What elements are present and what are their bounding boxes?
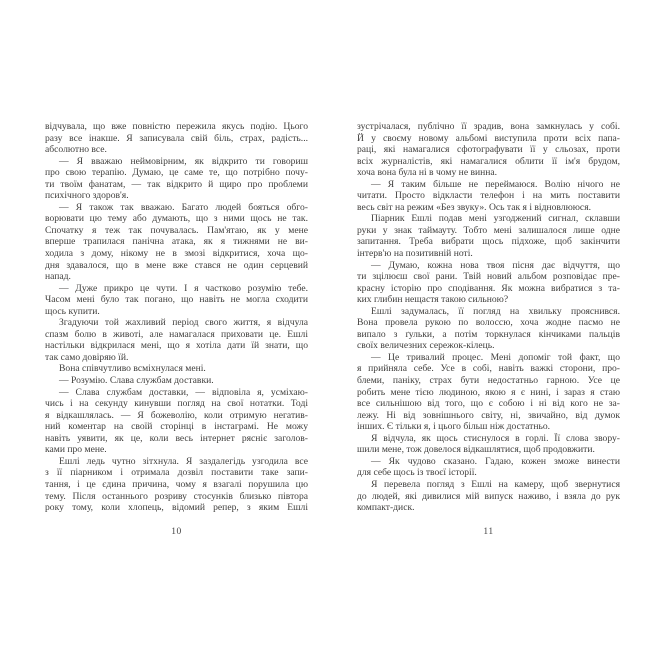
text-line: випало з ґульки, а потім торкнулася кінчиками пальців <box>357 328 620 340</box>
text-line: компакт-диск. <box>357 502 415 514</box>
text-line: Згадуючи той жахливий період свого життя, я відчула <box>59 317 308 329</box>
text-line: щось купити. <box>45 305 100 317</box>
text-line: руки у знак таймауту. Тобто мені залишалося лише одне <box>357 224 620 236</box>
text-line: — Дуже прикро це чути. І я частково розумію тебе. <box>59 282 308 294</box>
text-line: так само довіряю їй. <box>45 351 129 363</box>
text-line: з її піарником і отримала дозвіл поставити таке запи- <box>45 467 308 479</box>
text-line: читати. Просто відкласти телефон і на мить поставити <box>357 190 620 202</box>
text-line: спазм болю в животі, але намагалася приховати це. Ешлі <box>45 328 308 340</box>
text-line: ти твоїм фанатам, — так відкрито й щиро про проблеми <box>45 178 308 190</box>
text-line: Ешлі ледь чутно зітхнула. Я заздалегідь узгодила все <box>59 455 308 467</box>
text-line: Вона провела рукою по волоссю, хоча жодне пасмо не <box>357 317 620 329</box>
text-line: абсолютно все. <box>45 144 107 156</box>
text-line: запитання. Треба вибрати щось підхоже, щоб закінчити <box>357 236 620 248</box>
text-line: ворювати цю тему або думають, що з ними щось не так. <box>45 213 308 225</box>
text-line: тему. Після останнього розриву стосунків близько півтора <box>45 490 308 502</box>
text-line: Піарник Ешлі подав мені узгоджений сигнал, склавши <box>371 213 620 225</box>
text-line: настільки відкрилася мені, що я хотіла дати їй знати, що <box>45 340 308 352</box>
text-line: — Думаю, кожна нова твоя пісня дає відчуття, що <box>371 259 620 271</box>
text-line: Ешлі задумалась, її погляд на хвильку прояснився. <box>371 305 620 317</box>
page-number-left: 10 <box>171 527 182 537</box>
right-page <box>357 121 620 571</box>
page-number-right: 11 <box>483 527 494 537</box>
text-line: все сильнішою від того, що є собою і ні від кого не за- <box>357 398 620 410</box>
text-line: я прийняла себе. Усе в собі, навіть важкі сторони, про- <box>357 363 620 375</box>
text-line: відчувала, що вже повністю пережила якусь подію. Цього <box>45 121 308 132</box>
text-line: — Я таким більше не переймаюся. Волію нічого не <box>371 178 620 190</box>
text-line: Я відчула, як щось стиснулося в горлі. Її слова звору- <box>371 432 620 444</box>
text-line: ходила з дому, нікому не в змозі відкритися, хоча що- <box>45 248 308 260</box>
text-line: тання, і це єдина причина, чому я взагалі порушила цю <box>45 478 308 490</box>
text-line: ний коментар на своїй сторінці в інстаграмі. Не можу <box>45 421 308 433</box>
text-line: — Я також так вважаю. Багато людей бояться обго- <box>59 201 308 213</box>
text-line: красну історію про сподівання. Як можна вибратися з та- <box>357 282 620 294</box>
text-line: робить мене тією людиною, якою я є нині, і зараз я стаю <box>357 386 620 398</box>
left-page <box>45 121 308 571</box>
text-line: своїх величезних сережок-кілець. <box>357 340 495 352</box>
text-line: Часом мені було так погано, що навіть не могла сходити <box>45 294 308 306</box>
text-line: зустрічалася, публічно її зрадив, вона замкнулась у собі. <box>357 121 620 132</box>
text-line: раці, які намагалися сфотографувати її у сльозах, проти <box>357 144 620 156</box>
text-line: Й у своєму новому альбомі виступила проти всіх папа- <box>357 132 620 144</box>
text-line: до людей, які дивилися мій випуск наживо, і взяла до рук <box>357 490 620 502</box>
text-line: дня здавалося, що в мене вже стався не один серцевий <box>45 259 308 271</box>
text-line: інтерв'ю на позитивній ноті. <box>357 248 473 260</box>
text-line: року тому, коли хлопець, відомий репер, з яким Ешлі <box>45 502 308 514</box>
text-line: про свою терапію. Думаю, це саме те, що потрібно почу- <box>45 167 308 179</box>
text-line: — Слава службам доставки, — відповіла я, усміхаю- <box>59 386 308 398</box>
text-line: інших. Є тільки я, і цього більш ніж достатньо. <box>357 421 551 433</box>
text-line: блеми, паніку, страх бути недостатньо гарною. Усе це <box>357 375 620 387</box>
text-line: хоча вона була ні в чому не винна. <box>357 167 498 179</box>
text-line: — Це тривалий процес. Мені допоміг той факт, що <box>371 351 620 363</box>
text-line: вперше трапилася панічна атака, як я тижнями не ви- <box>45 236 308 248</box>
text-line: ти зцілюєш свої рани. Твій новий альбом розповідає пре- <box>357 271 620 283</box>
text-line: всіх журналістів, які намагалися облити її ім'я брудом, <box>357 155 620 167</box>
text-line: навіть уявити, як це, коли весь інтернет рясніє заголов- <box>45 432 308 444</box>
text-line: шили мене, тож довелося відкашлятися, щоб продовжити. <box>357 444 595 456</box>
text-line: напад. <box>45 271 71 283</box>
text-line: — Як чудово сказано. Гадаю, кожен зможе винести <box>371 455 620 467</box>
text-line: разу все інакше. Я записувала свій біль, страх, радість... <box>45 132 308 144</box>
text-line: лежу. Ні від зовнішнього світу, ні, звичайно, від думок <box>357 409 620 421</box>
text-line: — Я вважаю неймовірним, як відкрито ти говориш <box>59 155 308 167</box>
text-line: я відкашлялась. — Я божеволію, коли отримую негатив- <box>45 409 308 421</box>
text-line: ких глибин нещастя такою сильною? <box>357 294 509 306</box>
text-line: — Розумію. Слава службам доставки. <box>59 375 214 387</box>
text-line: Спочатку я теж так почувалась. Пам'ятаю, як у мене <box>45 224 308 236</box>
text-line: психічного здоров'я. <box>45 190 129 202</box>
text-line: весь світ на режим «Без звуку». Ось так я і відновлююся. <box>357 201 592 213</box>
text-line: Я перевела погляд з Ешлі на камеру, щоб звернутися <box>371 478 620 490</box>
text-line: Вона співчутливо всміхнулася мені. <box>59 363 206 375</box>
text-line: чись і на секунду кинувши погляд на свої нотатки. Тоді <box>45 398 308 410</box>
text-line: ками про мене. <box>45 444 107 456</box>
text-line: для себе щось із твоєї історії. <box>357 467 477 479</box>
